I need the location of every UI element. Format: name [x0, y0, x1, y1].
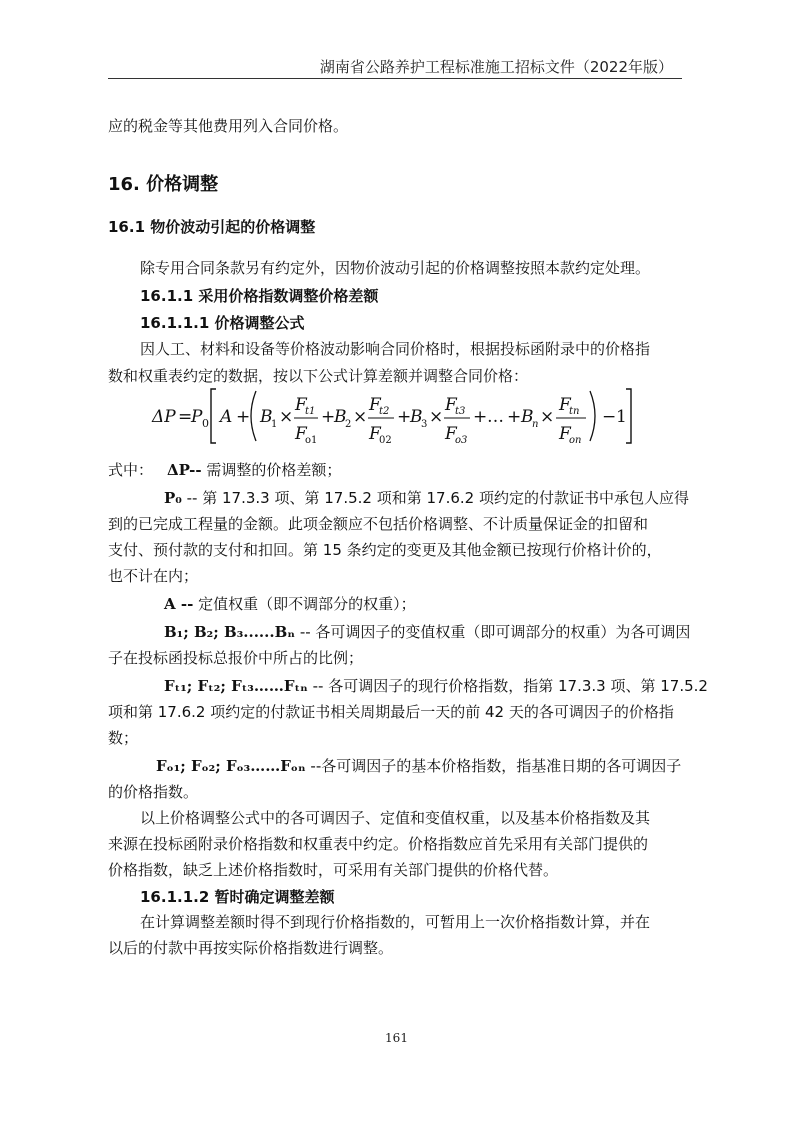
price-adjustment-formula: [150, 383, 640, 449]
subsection-heading-16-1-1: 16.1.1 采用价格指数调整价格差额: [140, 287, 379, 305]
definition-text: -- 各可调因子的变值权重（即可调部分的权重）为各可调因: [295, 623, 691, 641]
definition-text: --各可调因子的基本价格指数，指基准日期的各可调因子: [305, 757, 682, 775]
definition-text: 定值权重（即不调部分的权重）；: [193, 595, 416, 613]
paragraph-line: 在计算调整差额时得不到现行价格指数的，可暂用上一次价格指数计算，并在: [140, 913, 651, 931]
page-number: 161: [385, 1031, 408, 1045]
term-denominator-sub: o1: [305, 435, 318, 446]
term-b: B: [521, 407, 534, 427]
definition-text: 需调整的价格差额；: [201, 461, 342, 479]
term-numerator-sub: t3: [455, 406, 466, 417]
formula-p0: P: [191, 407, 203, 427]
formula-a: A: [220, 407, 233, 427]
left-paren: [251, 391, 256, 441]
formula-ellipsis: …: [487, 407, 504, 427]
term-denominator: F: [295, 424, 307, 444]
formula-plus: +: [321, 407, 336, 427]
term-numerator-sub: t2: [379, 406, 390, 417]
paragraph-line: 价格指数，缺乏上述价格指数时，可采用有关部门提供的价格代替。: [108, 861, 559, 879]
definition-p0: [164, 488, 689, 508]
term-b: B: [334, 407, 347, 427]
formula-plus: +: [473, 407, 488, 427]
paragraph-line: 也不计在内；: [108, 567, 199, 585]
definition-symbol: A --: [164, 595, 194, 613]
times-sign: ×: [353, 407, 368, 427]
term-b-sub: 3: [421, 419, 428, 430]
times-sign: ×: [279, 407, 294, 427]
paragraph-line: 应的税金等其他费用列入合同价格。: [108, 117, 349, 135]
formula-plus: +: [397, 407, 412, 427]
paragraph-line: 除专用合同条款另有约定外，因物价波动引起的价格调整按照本款约定处理。: [140, 259, 651, 277]
formula-p0-sub: 0: [202, 417, 209, 430]
term-numerator: F: [559, 395, 571, 415]
definition-symbol: Fₒ₁; Fₒ₂; Fₒ₃……Fₒₙ: [156, 757, 306, 775]
subsection-heading-16-1-1-2: 16.1.1.2 暂时确定调整差额: [140, 888, 335, 906]
formula-minus: −: [602, 407, 617, 427]
subsection-heading-16-1: 16.1 物价波动引起的价格调整: [108, 218, 316, 236]
definition-text: -- 第 17.3.3 项、第 17.5.2 项和第 17.6.2 项约定的付款证书中承包人应得: [181, 489, 689, 507]
term-denominator-sub: 02: [379, 435, 392, 446]
times-sign: ×: [429, 407, 444, 427]
paragraph-line: 到的已完成工程量的金额。此项金额应不包括价格调整、不计质量保证金的扣留和: [108, 515, 649, 533]
formula-one: 1: [616, 407, 627, 427]
term-b: B: [260, 407, 273, 427]
paragraph-line: 数和权重表约定的数据，按以下公式计算差额并调整合同价格：: [108, 367, 529, 385]
term-numerator-sub: tn: [569, 406, 580, 417]
definition-b: [164, 622, 690, 642]
term-denominator: F: [559, 424, 571, 444]
times-sign: ×: [540, 407, 555, 427]
definition-a: [164, 594, 416, 614]
definition-intro: 式中：: [108, 461, 154, 479]
formula-equals: =: [178, 407, 193, 427]
formula-svg: [150, 383, 640, 449]
definition-text: -- 各可调因子的现行价格指数，指第 17.3.3 项、第 17.5.2: [307, 677, 708, 695]
definition-symbol: P₀: [164, 489, 182, 507]
paragraph-line: 项和第 17.6.2 项约定的付款证书相关周期最后一天的前 42 天的各可调因子的价格指: [108, 703, 674, 721]
formula-plus: +: [236, 407, 251, 427]
term-denominator-sub: on: [569, 435, 582, 446]
left-bracket: [211, 389, 216, 443]
paragraph-line: 以上价格调整公式中的各可调因子、定值和变值权重，以及基本价格指数及其: [140, 809, 651, 827]
section-heading-16: 16. 价格调整: [108, 174, 219, 195]
term-denominator: F: [369, 424, 381, 444]
paragraph-line: 支付、预付款的支付和扣回。第 15 条约定的变更及其他金额已按现行价格计价的，: [108, 541, 662, 559]
term-b-sub: 2: [345, 419, 352, 430]
paragraph-line: 来源在投标函附录价格指数和权重表中约定。价格指数应首先采用有关部门提供的: [108, 835, 649, 853]
term-b-sub: n: [532, 419, 539, 430]
term-denominator-sub: o3: [455, 435, 468, 446]
term-denominator: F: [445, 424, 457, 444]
definition-fo: [156, 756, 681, 776]
term-b: B: [410, 407, 423, 427]
right-paren: [590, 391, 595, 441]
definition-symbol: ΔP--: [167, 461, 202, 479]
term-numerator: F: [369, 395, 381, 415]
definition-ft: [164, 676, 708, 696]
paragraph-line: 因人工、材料和设备等价格波动影响合同价格时，根据投标函附录中的价格指: [140, 340, 651, 358]
definition-symbol: Fₜ₁; Fₜ₂; Fₜ₃……Fₜₙ: [164, 677, 308, 695]
term-numerator: F: [445, 395, 457, 415]
paragraph-line: 数；: [108, 729, 139, 747]
paragraph-line: 以后的付款中再按实际价格指数进行调整。: [108, 939, 394, 957]
term-numerator: F: [295, 395, 307, 415]
formula-lhs: ΔP: [152, 407, 176, 427]
definition-symbol: B₁; B₂; B₃......Bₙ: [164, 623, 296, 641]
term-numerator-sub: t1: [305, 406, 316, 417]
paragraph-line: 的价格指数。: [108, 783, 199, 801]
subsection-heading-16-1-1-1: 16.1.1.1 价格调整公式: [140, 314, 305, 332]
paragraph-line: 子在投标函投标总报价中所占的比例；: [108, 649, 364, 667]
document-title: 湖南省公路养护工程标准施工招标文件（2022年版）: [319, 58, 673, 76]
definition-dp: [108, 460, 341, 480]
formula-plus: +: [507, 407, 522, 427]
term-b-sub: 1: [271, 419, 278, 430]
header-divider: [108, 78, 682, 79]
